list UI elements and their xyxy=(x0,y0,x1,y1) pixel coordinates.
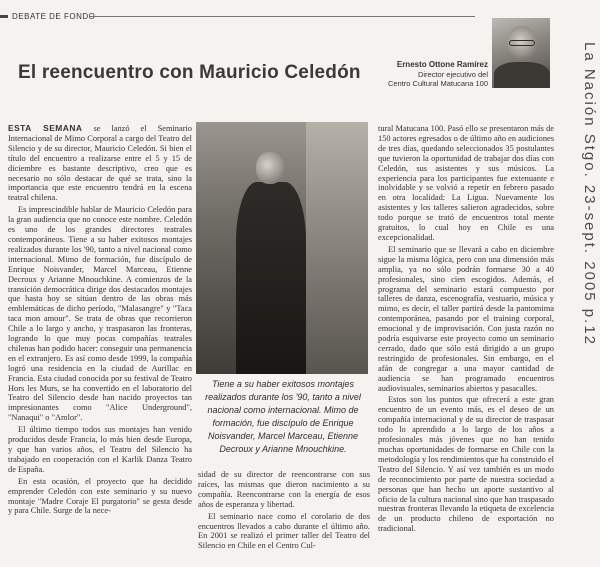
col1-paragraph-1: se lanzó el Seminario Internacional de Mimo Corporal a cargo del Teatro del Silencio y de su director, Mauricio Celedón. Si bien el título del encuentro a realizarse entre el 5 y 15 de diciembre es bastante descriptivo, creo que es necesario no sólo destacar de qué se trata, sino la importancia que este encuentro tendrá en la escena teatral chilena. xyxy=(8,124,192,203)
author-byline xyxy=(370,60,488,89)
handwritten-annotation: La Nación Stgo. 23-sept. 2005 p.12 xyxy=(581,42,598,347)
article-photo xyxy=(196,122,368,374)
col1-paragraph-3: El último tiempo todos sus montajes han venido producidos desde Francia, lo más bien desde Europa, y que han varios años, el Teatro del Silencio ha trabajado en cooperación con el Karlik Danza Teatro de España. xyxy=(8,425,192,474)
lead-word: ESTA SEMANA xyxy=(8,123,83,133)
col1-paragraph-2: Es imprescindible hablar de Mauricio Celedón para la gran audiencia que no conoce este nombre. Celedón es uno de los grandes directores teatrales contemporáneos. Tiene a su haber exitosos montajes realizados durante los '90, tanto a nivel nacional como internacional. Mimo de formación, fue discípulo de Enrique Noisvander, Marcel Marceau, Etienne Decroux y Arianne Mnouchkine. A comienzos de la transición democrática dirige dos destacados montajes que hasta hoy se sitúan dentro de las obras más emblemáticas de dicho período, "Malasangre" y "Taca taca mon amour". Se trata de obras que recorrieron Chile a lo largo y ancho, y traspasaron las fronteras, logrando lo que muy pocas compañías teatrales chilenas han podido hacer: conseguir una permanencia en el extranjero. Es así como desde 1999, la compañía logró una residencia en la ciudad de Aurillac en Francia. Esta ciudad conocida por su festival de Teatro Hors les Murs, se ha convertido en el laboratorio del Teatro del Silencio desde han nacido proyectos tan impresionantes como "Alice Underground", "Nanaqui" o "Amlor". xyxy=(8,205,192,423)
author-name: Ernesto Ottone Ramírez xyxy=(396,60,488,69)
author-role-line-2: Centro Cultural Matucana 100 xyxy=(387,79,488,88)
section-header xyxy=(0,12,490,20)
col1-paragraph-4: En esta ocasión, el proyecto que ha decidido emprender Celedón con este seminario y su nuevo montaje "Madre Coraje El purgatorio" se gesta desde y para Chile. Surge de la nece- xyxy=(8,476,192,516)
column-1 xyxy=(8,124,192,518)
col3-paragraph-1: tural Matucana 100. Pasó ello se presentaron más de 150 actores egresados o de último año en audiciones de tres días, quedando seleccionados 35 postulantes que tuvieron la oportunidad de trabajar dos días con Celedón, sus asistentes y sus músicos. La experiencia para los participantes fue extenuante e inolvidable y se volvió a repetir en febrero pasado en otra localidad: La Ligua. Nuevamente los asistentes y los talleres salieron agradecidos, sobre todo porque se trató de encuentros total mente gratuitos, lo cual hoy en Chile es una excepcionalidad. xyxy=(378,124,554,242)
section-marker xyxy=(0,15,8,18)
photo-caption: Tiene a su haber exitosos montajes realizados durante los '90, tanto a nivel nacional como internacional. Mimo de formación, fue discípulo de Enrique Noisvander, Marcel Marceau, Etienne Decroux y Arianne Mnouchkine. xyxy=(205,379,361,454)
photo-figure-head xyxy=(256,152,284,184)
col2-paragraph-2: El seminario nace como el corolario de dos encuentros llevados a cabo durante el último año. En 2001 se realizó el primer taller del Teatro del Silencio en Chile en el Centro Cul- xyxy=(198,511,370,551)
col3-paragraph-3: Estos son los puntos que ofrecerá a este gran encuentro de un evento más, es el deseo de un compañía internacional y de su director de traspasar todo lo aprendido a lo largo de los años a profesionales más jóvenes que no han tenido muchas oportunidades de formarse en Chile con la metodología y los rendimientos que ha construido el Teatro del Silencio. Y así vez también es un modo de reconocimiento por parte de nuestra sociedad a personas que han hecho un aporte sustantivo al oficio de la cultura nacional sino que han traspasado nuestras fronteras llevando la etiqueta de excelencia de un producto chileno de exportación no tradicional. xyxy=(378,395,554,534)
column-3 xyxy=(378,124,554,536)
portrait-glasses xyxy=(509,40,535,46)
portrait-shoulders xyxy=(494,62,550,88)
column-2-bottom xyxy=(198,470,370,553)
photo-backdrop xyxy=(306,122,368,374)
col2-paragraph-1: sidad de su director de reencontrarse con sus raíces, las mismas que dieron nacimiento a su compañía. Reencontrarse con la energía de esos años de esperanza y libertad. xyxy=(198,470,370,509)
author-portrait xyxy=(492,18,550,88)
article-headline: El reencuentro con Mauricio Celedón xyxy=(18,62,361,83)
section-divider xyxy=(90,16,475,17)
author-role-line-1: Director ejecutivo del xyxy=(417,69,488,79)
photo-figure-body xyxy=(236,182,306,374)
section-label: DEBATE DE FONDO xyxy=(12,12,96,21)
col3-paragraph-2: El seminario que se llevará a cabo en diciembre sigue la misma lógica, pero con una dimensión más amplia, ya no sólo podrán formarse 30 a 40 profesionales, sino cien escogidos. Además, el programa del seminario estará compuesto por talleres de danza, escenografía, vestuario, música y mimo, es decir, el taller partirá desde la pantomima contemporánea, pasando por el training corporal, emocional y de improvisación. Con justa razón no podría esquivarse este proyecto como un seminario cerrado, dado que sólo está dirigido a un grupo restringido de profesionales. Sin embargo, en el afán de congregar a una mayor cantidad de audiencia se han programado encuentros audiovisuales, seminarios abiertos y pasacalles. xyxy=(378,244,554,393)
